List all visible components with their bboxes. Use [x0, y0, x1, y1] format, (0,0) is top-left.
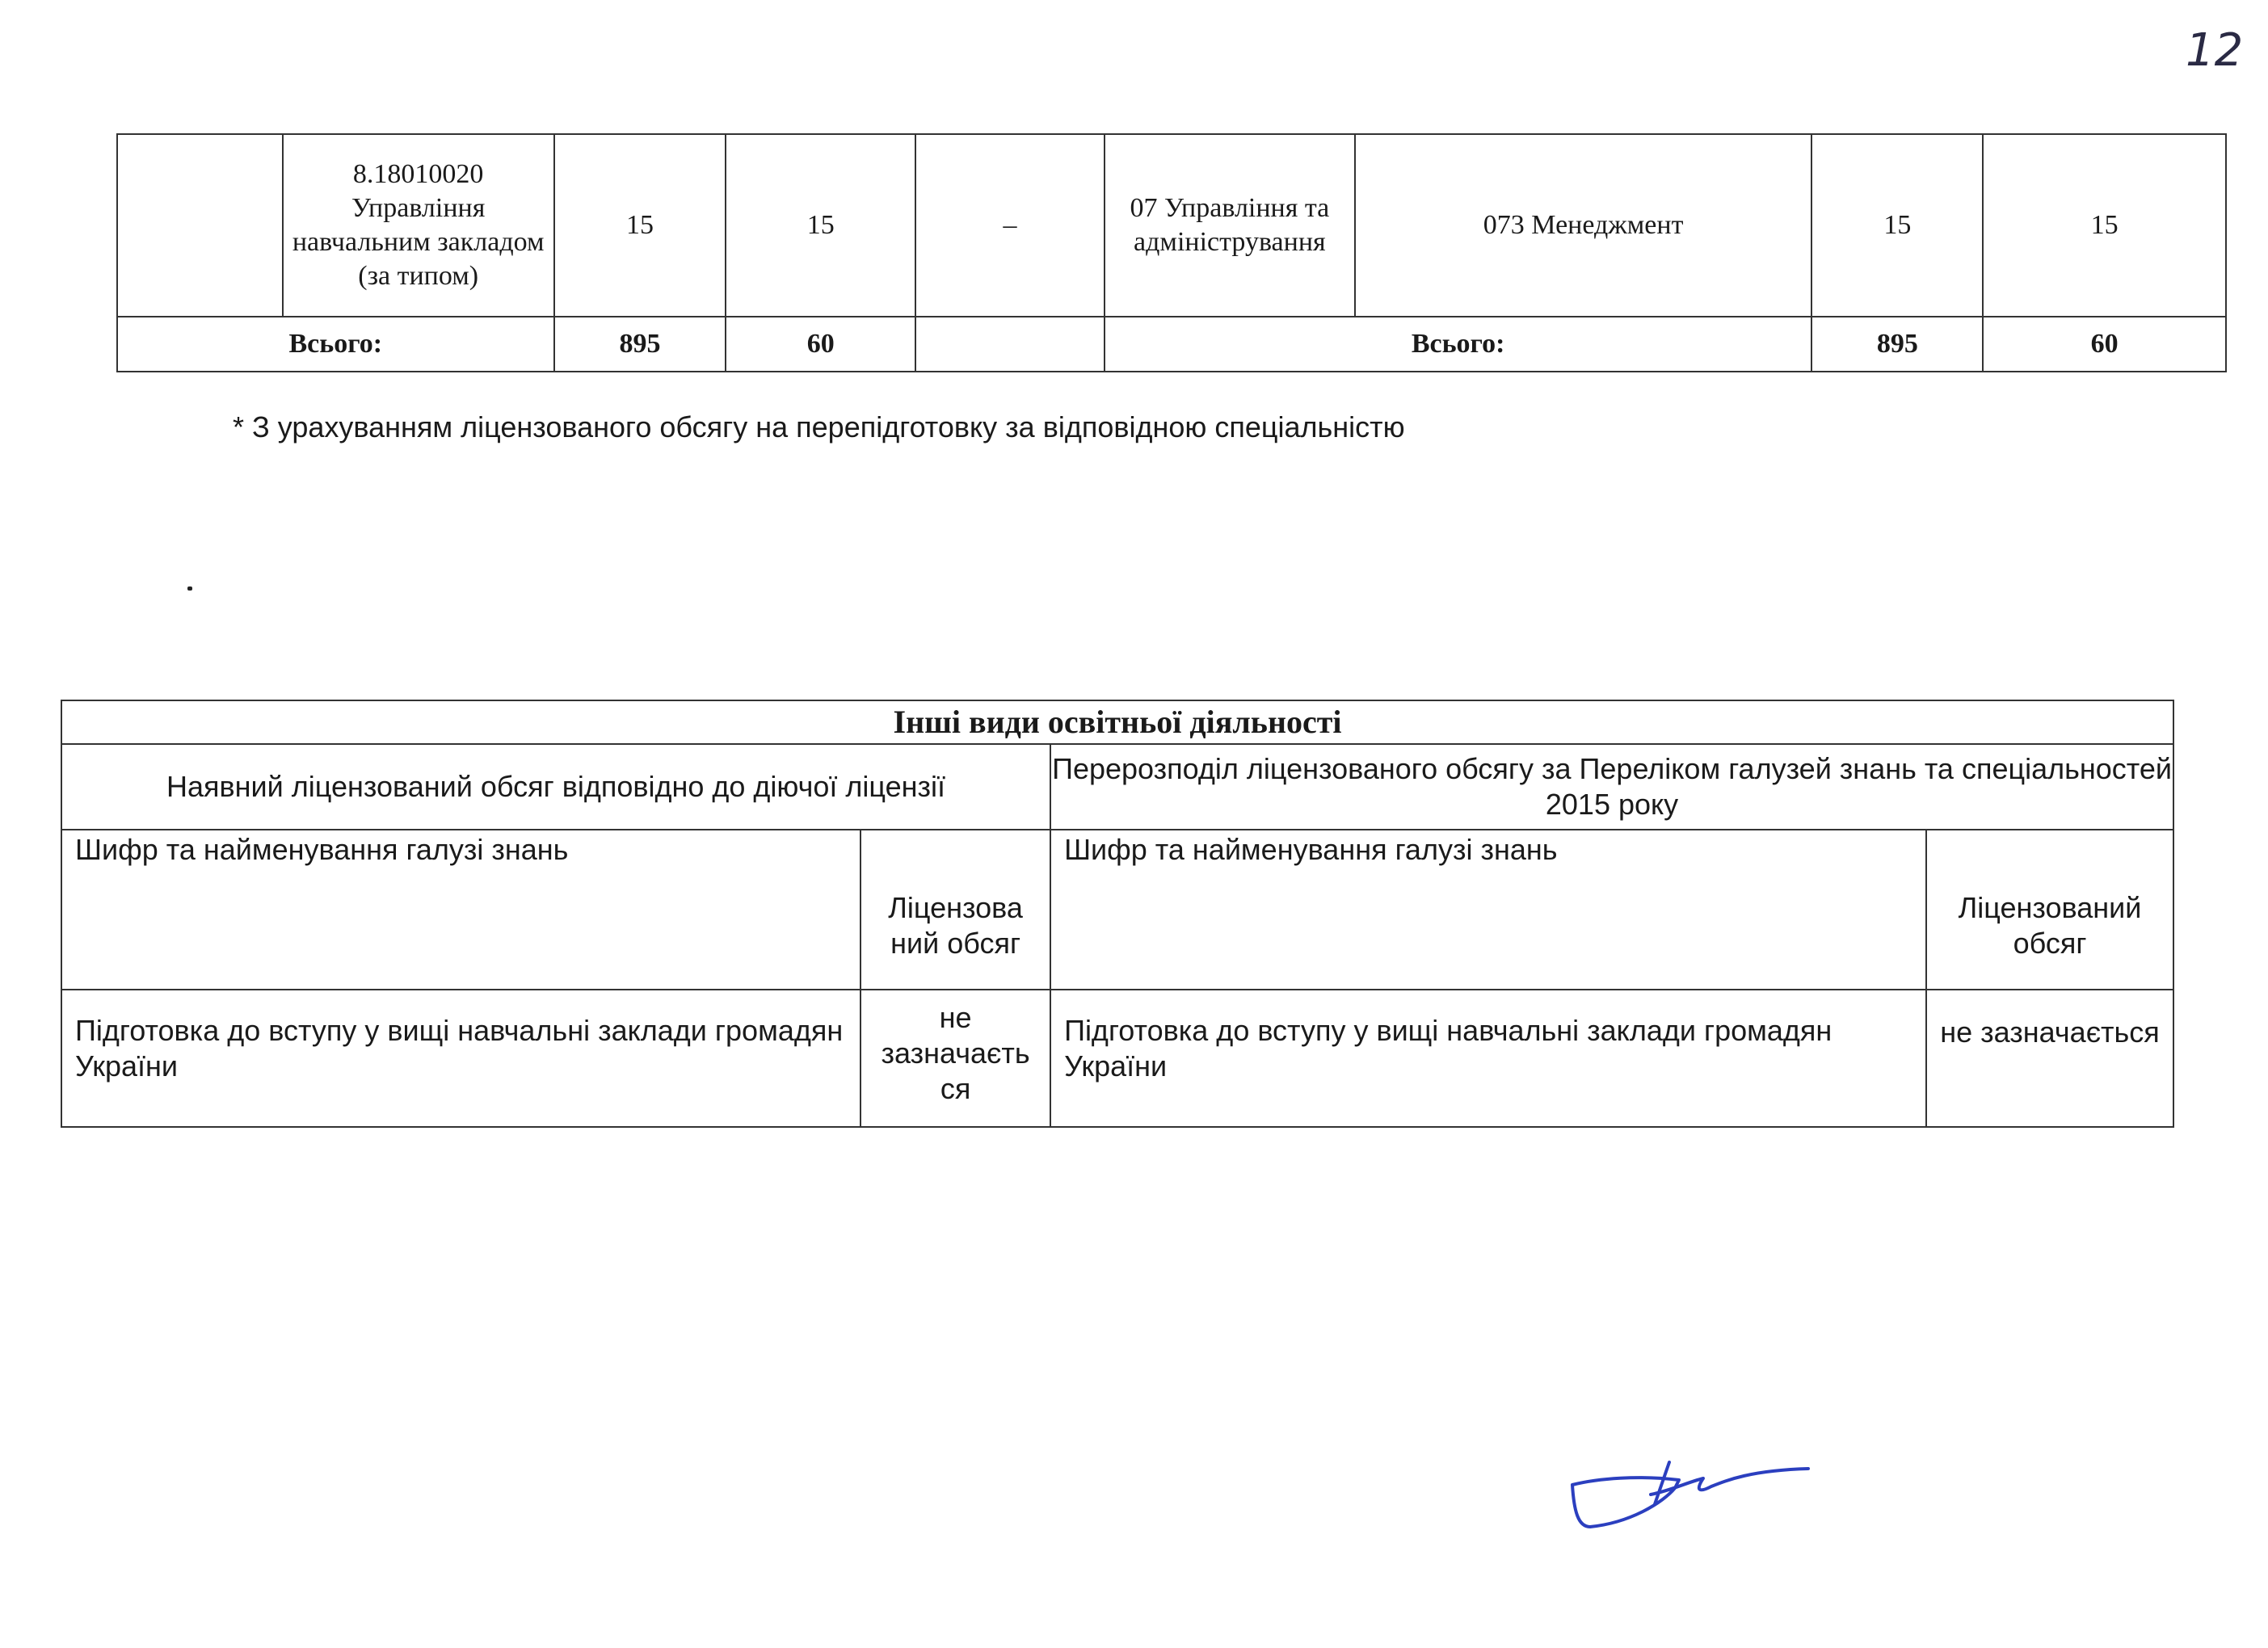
table-title: Інші види освітньої діяльності	[61, 700, 2173, 744]
left-header: Наявний ліцензований обсяг відповідно до діючої ліцензії	[61, 744, 1050, 830]
page-number: 12	[2186, 24, 2244, 77]
right-activity-name: Підготовка до вступу у вищі навчальні заклади громадян України	[1050, 990, 1926, 1127]
total-value: 60	[1983, 317, 2226, 372]
left-activity-name: Підготовка до вступу у вищі навчальні заклади громадян України	[61, 990, 860, 1127]
table-title-row	[61, 700, 2173, 744]
total-value: 895	[1811, 317, 1983, 372]
volume-cell: 15	[726, 134, 915, 317]
total-label: Всього:	[1105, 317, 1812, 372]
total-label: Всього:	[117, 317, 554, 372]
field-cell: 07 Управління та адміністрування	[1105, 134, 1355, 317]
footnote: * З урахуванням ліцензованого обсягу на перепідготовку за відповідною спеціальністю	[233, 410, 1405, 444]
left-code-header: Шифр та найменування галузі знань	[61, 830, 860, 990]
empty-cell	[915, 317, 1105, 372]
volume-cell: 15	[554, 134, 726, 317]
volume-cell: 15	[1811, 134, 1983, 317]
right-code-header: Шифр та найменування галузі знань	[1050, 830, 1926, 990]
licensed-volume-table	[116, 133, 2227, 372]
signature	[1566, 1446, 1824, 1535]
table-row	[61, 990, 2173, 1127]
scan-speck	[187, 586, 192, 591]
dash-cell: –	[915, 134, 1105, 317]
other-activities-table	[61, 700, 2174, 1128]
right-volume-header: Ліцензований обсяг	[1926, 830, 2173, 990]
total-value: 60	[726, 317, 915, 372]
left-volume-header: Ліцензова ний обсяг	[860, 830, 1050, 990]
right-header: Перерозподіл ліцензованого обсягу за Переліком галузей знань та спеціальностей 2015 року	[1050, 744, 2173, 830]
program-cell: 8.18010020 Управління навчальним закладом (за типом)	[283, 134, 554, 317]
right-activity-volume: не зазначається	[1926, 990, 2173, 1127]
total-row	[117, 317, 2226, 372]
left-activity-volume: не зазначаєть ся	[860, 990, 1050, 1127]
empty-cell	[117, 134, 283, 317]
specialty-cell: 073 Менеджмент	[1355, 134, 1812, 317]
table-row	[117, 134, 2226, 317]
table-header-row	[61, 744, 2173, 830]
volume-cell: 15	[1983, 134, 2226, 317]
table-subheader-row	[61, 830, 2173, 990]
total-value: 895	[554, 317, 726, 372]
